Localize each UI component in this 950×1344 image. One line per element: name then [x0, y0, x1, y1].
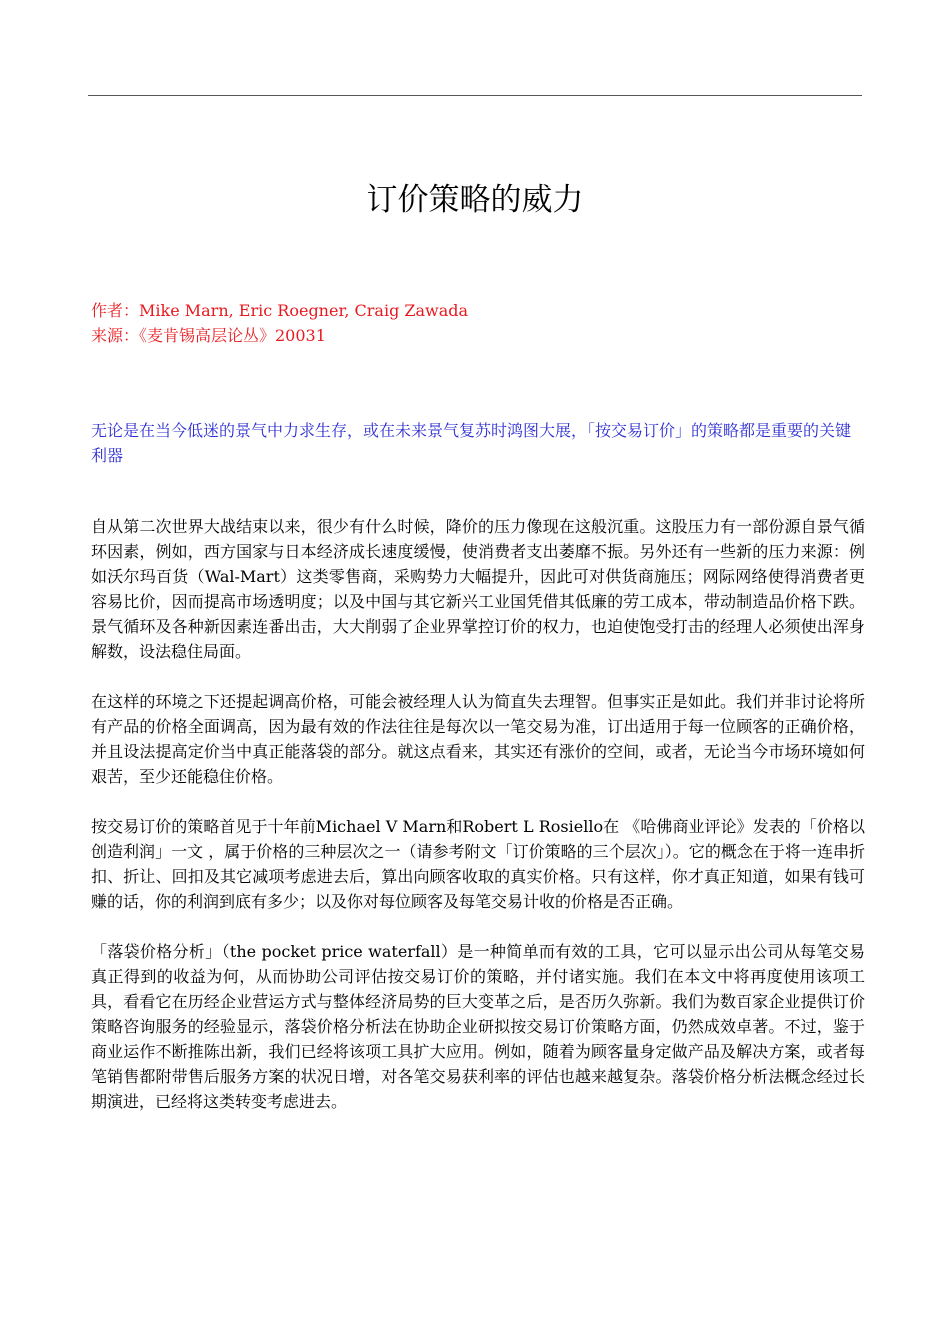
- body-paragraph: 「落袋价格分析」（the pocket price waterfall）是一种简单而有效的工具，它可以显示出公司从每笔交易真正得到的收益为何，从而协助公司评估按交易订价的策略，并付诸实施。我们在本文中将再度使用该项工具，看看它在历经企业营运方式与整体经济局势的巨大变革之后，是否历久弥新。我们为数百家企业提供订价策略咨询服务的经验显示，落袋价格分析法在协助企业研拟按交易订价策略方面，仍然成效卓著。不过，鉴于商业运作不断推陈出新，我们已经将该项工具扩大应用。例如，随着为顾客量身定做产品及解决方案，或者每笔销售都附带售后服务方案的状况日增，对各笔交易获利率的评估也越来越复杂。落袋价格分析法概念经过长期演进，已经将这类转变考虑进去。: [91, 942, 865, 1111]
- article-body: [91, 514, 865, 1139]
- author-line: 作者：Mike Marn, Eric Roegner, Craig Zawada: [91, 301, 469, 320]
- article-meta: [91, 298, 871, 348]
- lead-paragraph: 无论是在当今低迷的景气中力求生存，或在未来景气复苏时鸿图大展，「按交易订价」的策略都是重要的关键利器: [91, 421, 852, 465]
- source-line: 来源：《麦肯锡高层论丛》20031: [91, 326, 326, 345]
- body-paragraph: 自从第二次世界大战结束以来，很少有什么时候，降价的压力像现在这般沉重。这股压力有一部份源自景气循环因素，例如，西方国家与日本经济成长速度缓慢，使消费者支出萎靡不振。另外还有一些新的压力来源：例如沃尔玛百货（Wal-Mart）这类零售商，采购势力大幅提升，因此可对供货商施压；网际网络使得消费者更容易比价，因而提高市场透明度；以及中国与其它新兴工业国凭借其低廉的劳工成本，带动制造品价格下跌。景气循环及各种新因素连番出击，大大削弱了企业界掌控订价的权力，也迫使饱受打击的经理人必须使出浑身解数，设法稳住局面。: [91, 517, 865, 661]
- body-paragraph: 在这样的环境之下还提起调高价格，可能会被经理人认为简直失去理智。但事实正是如此。我们并非讨论将所有产品的价格全面调高，因为最有效的作法往往是每次以一笔交易为准，订出适用于每一位顾客的正确价格，并且设法提高定价当中真正能落袋的部分。就这点看来，其实还有涨价的空间，或者，无论当今市场环境如何艰苦，至少还能稳住价格。: [91, 692, 865, 786]
- body-paragraph: 按交易订价的策略首见于十年前Michael V Marn和Robert L Rosiello在 《哈佛商业评论》发表的「价格以创造利润」一文 ，属于价格的三种层次之一（请参考附文「订价策略的三个层次」）。它的概念在于将一连串折扣、折让、回扣及其它减项考虑进去后，算出向顾客收取的真实价格。只有这样，你才真正知道，如果有钱可赚的话，你的利润到底有多少；以及你对每位顾客及每笔交易计收的价格是否正确。: [91, 817, 865, 911]
- document-title: 订价策略的威力: [366, 182, 584, 218]
- header-rule: [88, 95, 862, 96]
